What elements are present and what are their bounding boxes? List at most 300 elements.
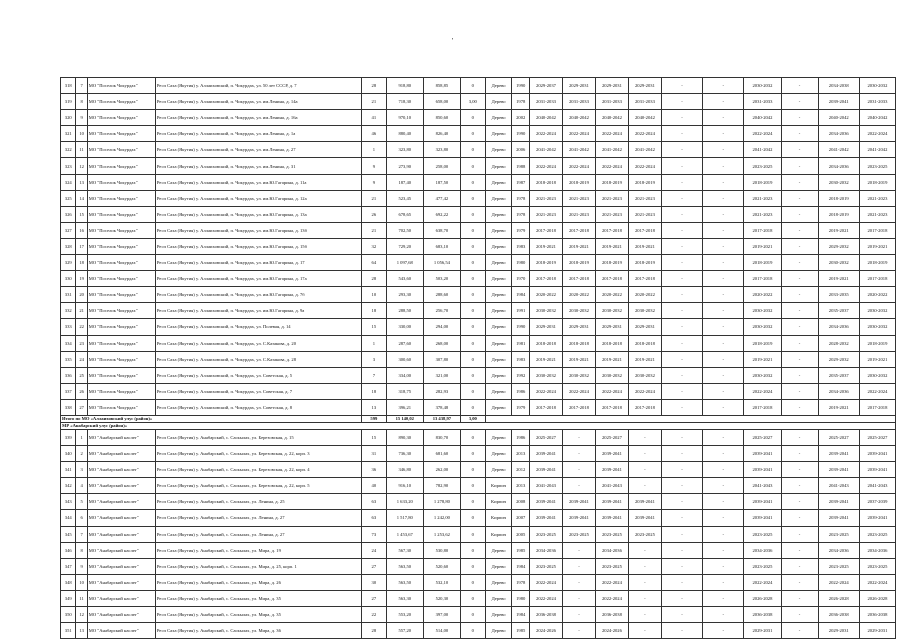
table-cell: 64 — [361, 255, 386, 271]
table-cell: 9 — [361, 174, 386, 190]
table-cell: 15 — [76, 206, 87, 222]
table-cell: 2030-2032 — [562, 367, 595, 383]
table-cell: 348 — [61, 574, 76, 590]
table-cell: 2021-2023 — [595, 206, 628, 222]
table-cell: 2039-2041 — [744, 494, 781, 510]
table-cell: - — [628, 574, 661, 590]
table-cell: Респ Саха (Якутия) у. Аллаиховский, п. Чокурдах, ул. Советская, д. 5 — [155, 367, 361, 383]
table-cell: МО "Анабарский наслег" — [87, 558, 155, 574]
table-cell: 268,00 — [423, 335, 460, 351]
table-cell: 2029-2031 — [562, 78, 595, 94]
table-cell: 2029-2031 — [818, 623, 859, 639]
table-cell: 2022-2024 — [529, 590, 562, 606]
table-row — [61, 206, 896, 222]
table-cell: Дерево — [485, 319, 512, 335]
table-cell: 24 — [76, 351, 87, 367]
table-cell: 334,00 — [386, 367, 423, 383]
table-cell: 2018-2018 — [595, 335, 628, 351]
table-cell: - — [661, 510, 702, 526]
table-cell: 520,60 — [423, 558, 460, 574]
table-cell: 2030-2032 — [818, 174, 859, 190]
table-cell: 2030-2032 — [744, 303, 781, 319]
table-cell: 782,90 — [423, 478, 460, 494]
table-cell: МО "Поселок Чокурдах" — [87, 351, 155, 367]
table-cell: 683,10 — [423, 238, 460, 254]
table-cell: - — [661, 110, 702, 126]
table-cell: 2023-2025 — [818, 558, 859, 574]
table-cell: 0 — [460, 399, 485, 415]
table-cell: 30 — [361, 574, 386, 590]
table-cell: 2023-2025 — [818, 526, 859, 542]
table-cell: - — [781, 558, 818, 574]
table-cell: 345 — [61, 526, 76, 542]
table-cell: - — [661, 303, 702, 319]
table-cell: - — [661, 367, 702, 383]
table-cell: - — [661, 94, 702, 110]
table-cell: 323,80 — [423, 142, 460, 158]
table-cell: 2019-2021 — [744, 351, 781, 367]
table-cell: 2018-2018 — [529, 335, 562, 351]
table-cell: 2013 — [512, 478, 530, 494]
table-cell: 3,00 — [460, 94, 485, 110]
table-cell: 2018-2019 — [859, 174, 895, 190]
table-row — [61, 590, 896, 606]
table-cell: Дерево — [485, 255, 512, 271]
table-cell: 7 — [76, 78, 87, 94]
table-cell: 0 — [460, 590, 485, 606]
table-cell: МО "Поселок Чокурдах" — [87, 319, 155, 335]
table-cell: Респ Саха (Якутия) у. Аллаиховский, п. Чокурдах, ул. 50 лет СССР, д. 7 — [155, 78, 361, 94]
table-row — [61, 574, 896, 590]
table-cell: - — [781, 174, 818, 190]
table-cell: 2018-2019 — [744, 255, 781, 271]
table-cell: Дерево — [485, 574, 512, 590]
table-cell: 1985 — [512, 623, 530, 639]
table-cell: 0 — [460, 383, 485, 399]
table-cell: 346 — [61, 542, 76, 558]
table-cell: 2023-2025 — [859, 558, 895, 574]
table-cell: 2039-2041 — [744, 510, 781, 526]
table-row — [61, 494, 896, 510]
table-cell: 2039-2041 — [595, 510, 628, 526]
table-cell: 2021-2023 — [562, 190, 595, 206]
table-cell: 36 — [361, 462, 386, 478]
table-cell: 0 — [460, 238, 485, 254]
table-cell: 0 — [460, 367, 485, 383]
table-cell: - — [661, 623, 702, 639]
table-cell: 2029-2031 — [595, 78, 628, 94]
table-cell: 2018-2019 — [859, 335, 895, 351]
total-col-b: 15 140,02 — [386, 415, 423, 422]
table-cell: - — [703, 158, 744, 174]
table-cell: - — [562, 478, 595, 494]
table-cell: 63 — [361, 494, 386, 510]
table-cell: 294,00 — [423, 319, 460, 335]
table-cell: - — [703, 206, 744, 222]
table-cell: 2021-2023 — [744, 206, 781, 222]
table-cell: 2022-2024 — [859, 126, 895, 142]
table-cell: 397,00 — [423, 607, 460, 623]
table-cell: 2 — [76, 446, 87, 462]
table-cell: 2022-2024 — [744, 383, 781, 399]
table-row — [61, 255, 896, 271]
table-cell: 0 — [460, 158, 485, 174]
table-cell: 567,30 — [386, 542, 423, 558]
table-cell: - — [661, 287, 702, 303]
table-cell: 2023-2025 — [529, 526, 562, 542]
table-cell: 2039-2041 — [529, 446, 562, 462]
table-cell: Респ Саха (Якутия) у. Аллаиховский, п. Чокурдах, ул. им.Ленина, д. 31 — [155, 158, 361, 174]
table-cell: 331 — [61, 287, 76, 303]
table-cell: 2017-2018 — [595, 271, 628, 287]
table-cell: 1986 — [512, 429, 530, 445]
table-cell: 332 — [61, 303, 76, 319]
table-cell: Респ Саха (Якутия) у. Аллаиховский, п. Чокурдах, ул. им.Ленина, д. 16а — [155, 110, 361, 126]
table-cell: Респ Саха (Якутия) у. Аллаиховский, п. Чокурдах, ул. им.Ю.Гагарина, д. 11а — [155, 174, 361, 190]
table-cell: МО "Поселок Чокурдах" — [87, 126, 155, 142]
table-cell: 2024-2026 — [595, 623, 628, 639]
table-cell: 0 — [460, 526, 485, 542]
table-cell: 2030-2032 — [744, 367, 781, 383]
table-cell: МО "Поселок Чокурдах" — [87, 94, 155, 110]
total-row — [61, 415, 896, 422]
table-cell: 2023-2025 — [562, 526, 595, 542]
table-cell: 1988 — [512, 158, 530, 174]
table-cell: 318,75 — [386, 383, 423, 399]
table-cell: - — [781, 335, 818, 351]
table-cell: 396,21 — [386, 399, 423, 415]
table-cell: 2023-2025 — [744, 526, 781, 542]
table-cell: - — [781, 367, 818, 383]
table-cell: 343 — [61, 494, 76, 510]
table-cell: 2030-2032 — [529, 367, 562, 383]
table-cell: МО "Поселок Чокурдах" — [87, 383, 155, 399]
table-cell: Респ Саха (Якутия) у. Аллаиховский, п. Чокурдах, ул. им.Ю.Гагарина, д. 7б — [155, 287, 361, 303]
table-cell: 2017-2018 — [562, 222, 595, 238]
table-cell: 1981 — [512, 335, 530, 351]
table-cell: - — [703, 303, 744, 319]
table-cell: Респ Саха (Якутия) у. Аллаиховский, п. Чокурдах, ул. Советская, д. 7 — [155, 383, 361, 399]
table-cell: 15 — [361, 429, 386, 445]
table-row — [61, 238, 896, 254]
table-cell: - — [661, 335, 702, 351]
table-cell: 2017-2018 — [562, 271, 595, 287]
table-cell: 73 — [361, 526, 386, 542]
table-cell: - — [781, 590, 818, 606]
table-cell: - — [703, 526, 744, 542]
table-cell: 1984 — [512, 607, 530, 623]
table-cell: МО "Поселок Чокурдах" — [87, 271, 155, 287]
table-cell: 2022-2024 — [562, 158, 595, 174]
table-cell: 2031-2033 — [628, 94, 661, 110]
table-cell: 1 453,67 — [386, 526, 423, 542]
table-cell: 2041-2042 — [529, 142, 562, 158]
table-cell: - — [661, 494, 702, 510]
table-cell: 1983 — [512, 238, 530, 254]
section-title: МР «Анабарский улус (район)» — [61, 422, 896, 429]
table-cell: 2034-2036 — [859, 542, 895, 558]
table-cell: 2039-2041 — [562, 510, 595, 526]
table-cell: - — [703, 429, 744, 445]
table-cell: 2020-2022 — [859, 287, 895, 303]
table-cell: 702,50 — [386, 222, 423, 238]
table-cell: 563,50 — [386, 574, 423, 590]
table-cell: 2041-2043 — [744, 478, 781, 494]
table-cell: 325 — [61, 190, 76, 206]
table-cell: - — [562, 558, 595, 574]
table-cell: - — [781, 222, 818, 238]
table-cell: 11 — [76, 142, 87, 158]
table-cell: 19 — [76, 271, 87, 287]
table-cell: - — [661, 590, 702, 606]
table-cell: - — [703, 110, 744, 126]
table-cell: 9 — [76, 110, 87, 126]
table-cell: Респ Саха (Якутия) у. Аллаиховский, п. Чокурдах, ул. им.Ю.Гагарина, д. 15б — [155, 238, 361, 254]
table-cell: 2031-2033 — [859, 94, 895, 110]
total-filler — [485, 415, 895, 422]
table-cell: Респ Саха (Якутия) у. Аллаиховский, п. Чокурдах, ул. С.Казакова, д. 20 — [155, 335, 361, 351]
table-cell: 10 — [76, 126, 87, 142]
table-cell: 8 — [76, 542, 87, 558]
table-cell: 346,80 — [386, 462, 423, 478]
table-cell: МО "Анабарский наслег" — [87, 494, 155, 510]
table-cell: 330 — [61, 271, 76, 287]
table-cell: 2026-2028 — [744, 590, 781, 606]
table-cell: 2018-2019 — [859, 255, 895, 271]
table-cell: Респ Саха (Якутия) у. Аллаиховский, п. Чокурдах, ул. им.Ленина, д. 14а — [155, 94, 361, 110]
table-cell: - — [562, 542, 595, 558]
table-cell: Дерево — [485, 429, 512, 445]
table-cell: 2022-2024 — [529, 574, 562, 590]
table-cell: 532,10 — [423, 574, 460, 590]
table-cell: 0 — [460, 429, 485, 445]
table-cell: 2019-2021 — [595, 238, 628, 254]
table-cell: - — [703, 190, 744, 206]
table-cell: 340 — [61, 446, 76, 462]
table-cell: 46 — [361, 126, 386, 142]
table-cell: Респ Саха (Якутия) у. Анабарский, с. Саскылах, ул. Березовская, д. 22, корп. 5 — [155, 478, 361, 494]
total-col-c: 13 438,97 — [423, 415, 460, 422]
table-cell: 1 633,20 — [386, 494, 423, 510]
table-cell: Дерево — [485, 78, 512, 94]
table-cell: 2017-2018 — [628, 222, 661, 238]
table-cell: Респ Саха (Якутия) у. Аллаиховский, п. Чокурдах, ул. им.Ю.Гагарина, д. 17а — [155, 271, 361, 287]
table-cell: 13 — [361, 399, 386, 415]
table-cell: 2017-2018 — [744, 399, 781, 415]
table-cell: МО "Поселок Чокурдах" — [87, 367, 155, 383]
table-cell: 2025-2027 — [859, 429, 895, 445]
table-cell: Дерево — [485, 462, 512, 478]
table-cell: 1978 — [512, 574, 530, 590]
table-cell: 0 — [460, 142, 485, 158]
table-cell: - — [781, 526, 818, 542]
table-row — [61, 383, 896, 399]
table-cell: 2040-2042 — [562, 110, 595, 126]
table-cell: 334 — [61, 335, 76, 351]
table-cell: - — [781, 303, 818, 319]
table-cell: 326 — [61, 206, 76, 222]
table-cell: Респ Саха (Якутия) у. Аллаиховский, п. Чокурдах, ул. им.Ю.Гагарина, д. 9а — [155, 303, 361, 319]
table-cell: 692,22 — [423, 206, 460, 222]
table-cell: МО "Анабарский наслег" — [87, 462, 155, 478]
table-cell: 2021-2023 — [595, 190, 628, 206]
table-cell: 681,60 — [423, 446, 460, 462]
table-cell: 2029-2032 — [818, 351, 859, 367]
table-cell: 1970 — [512, 271, 530, 287]
table-row — [61, 542, 896, 558]
table-cell: 2034-2036 — [744, 542, 781, 558]
table-cell: 318 — [61, 78, 76, 94]
table-cell: 2017-2018 — [859, 222, 895, 238]
table-cell: 0 — [460, 623, 485, 639]
table-cell: 970,10 — [386, 110, 423, 126]
table-cell: 1986 — [512, 383, 530, 399]
table-cell: - — [661, 351, 702, 367]
table-cell: 262,00 — [423, 462, 460, 478]
table-cell: Респ Саха (Якутия) у. Анабарский, с. Саскылах, ул. Березовская, д. 15 — [155, 429, 361, 445]
table-cell: 18 — [361, 303, 386, 319]
table-cell: 2030-2032 — [859, 319, 895, 335]
table-cell: - — [661, 526, 702, 542]
table-cell: 336 — [61, 367, 76, 383]
table-cell: - — [781, 351, 818, 367]
section-row — [61, 422, 896, 429]
table-cell: 258,00 — [423, 158, 460, 174]
table-cell: МО "Анабарский наслег" — [87, 542, 155, 558]
table-cell: 28 — [361, 78, 386, 94]
table-cell: - — [703, 462, 744, 478]
table-cell: - — [781, 287, 818, 303]
table-cell: 2039-2041 — [529, 494, 562, 510]
table-cell: - — [703, 558, 744, 574]
table-cell: 2029-2032 — [818, 238, 859, 254]
table-cell: 1 — [361, 142, 386, 158]
table-cell: 2008 — [512, 494, 530, 510]
table-cell: 0 — [460, 462, 485, 478]
table-cell: 2034-2036 — [818, 542, 859, 558]
table-cell: 1 278,80 — [423, 494, 460, 510]
table-cell: 307,80 — [423, 351, 460, 367]
table-cell: 2023-2025 — [628, 526, 661, 542]
table-cell: МО "Анабарский наслег" — [87, 446, 155, 462]
table-cell: - — [703, 510, 744, 526]
table-cell: Дерево — [485, 174, 512, 190]
table-cell: 1990 — [512, 319, 530, 335]
table-cell: МО "Поселок Чокурдах" — [87, 303, 155, 319]
table-row — [61, 623, 896, 639]
table-cell: - — [628, 558, 661, 574]
table-cell: 25 — [76, 367, 87, 383]
table-cell: 2018-2018 — [529, 174, 562, 190]
table-cell: 27 — [361, 590, 386, 606]
table-cell: Респ Саха (Якутия) у. Анабарский, с. Саскылах, ул. Березовская, д. 22, корп. 3 — [155, 446, 361, 462]
table-cell: 2030-2032 — [628, 303, 661, 319]
table-cell: МО "Анабарский наслег" — [87, 510, 155, 526]
table-cell: 0 — [460, 303, 485, 319]
table-cell: - — [562, 574, 595, 590]
table-cell: 2017-2018 — [859, 271, 895, 287]
table-cell: МО "Поселок Чокурдах" — [87, 78, 155, 94]
table-cell: МО "Анабарский наслег" — [87, 429, 155, 445]
table-cell: 2034-2036 — [818, 126, 859, 142]
table-cell: 2034-2036 — [818, 383, 859, 399]
table-cell: 2023-2025 — [744, 558, 781, 574]
table-cell: 2035-2037 — [818, 303, 859, 319]
table-cell: Дерево — [485, 623, 512, 639]
table-cell: 351 — [61, 623, 76, 639]
table-cell: 850,60 — [423, 110, 460, 126]
table-cell: Респ Саха (Якутия) у. Анабарский, с. Саскылах, ул. Березовская, д. 22, корп. 4 — [155, 462, 361, 478]
table-cell: 329 — [61, 255, 76, 271]
table-cell: - — [628, 446, 661, 462]
table-cell: 2040-2042 — [529, 110, 562, 126]
table-cell: 2018-2019 — [562, 255, 595, 271]
table-cell: 477,42 — [423, 190, 460, 206]
table-cell: 2021-2023 — [529, 190, 562, 206]
table-cell: 321,00 — [423, 367, 460, 383]
table-cell: 1983 — [512, 351, 530, 367]
table-cell: 2030-2032 — [595, 303, 628, 319]
table-cell: 10 — [76, 574, 87, 590]
table-cell: 7 — [76, 526, 87, 542]
table-cell: 2031-2033 — [595, 94, 628, 110]
table-cell: 2022-2024 — [859, 383, 895, 399]
table-cell: 2040-2042 — [628, 110, 661, 126]
table-cell: - — [628, 623, 661, 639]
table-cell: 2033-2035 — [818, 287, 859, 303]
table-cell: 27 — [361, 558, 386, 574]
table-cell: 2041-2042 — [628, 142, 661, 158]
table-cell: - — [781, 383, 818, 399]
table-cell: 2022-2024 — [595, 158, 628, 174]
table-cell: - — [661, 542, 702, 558]
table-cell: 1984 — [512, 558, 530, 574]
table-cell: 21 — [361, 222, 386, 238]
table-cell: 2020-2022 — [628, 287, 661, 303]
table-cell: - — [703, 255, 744, 271]
table-cell: - — [562, 623, 595, 639]
total-col-a: 599 — [361, 415, 386, 422]
table-cell: Дерево — [485, 303, 512, 319]
table-cell: 330,00 — [386, 319, 423, 335]
table-cell: 2019-2021 — [529, 238, 562, 254]
table-cell: 2025-2027 — [529, 429, 562, 445]
table-row — [61, 462, 896, 478]
table-cell: - — [781, 190, 818, 206]
table-cell: - — [562, 446, 595, 462]
table-cell: 341 — [61, 462, 76, 478]
table-cell: Респ Саха (Якутия) у. Анабарский, с. Саскылах, ул. Ленина, д. 27 — [155, 510, 361, 526]
table-cell: Дерево — [485, 238, 512, 254]
table-cell: 2041-2042 — [744, 142, 781, 158]
table-cell: 320 — [61, 110, 76, 126]
table-cell: - — [661, 478, 702, 494]
table-cell: - — [703, 222, 744, 238]
table-cell: - — [703, 271, 744, 287]
table-cell: 503,20 — [423, 271, 460, 287]
table-cell: 2020-2022 — [529, 287, 562, 303]
table-cell: 2022-2024 — [744, 126, 781, 142]
table-cell: 0 — [460, 206, 485, 222]
table-cell: 335 — [61, 351, 76, 367]
table-row — [61, 526, 896, 542]
table-cell: - — [628, 429, 661, 445]
table-cell: 21 — [361, 94, 386, 110]
table-cell: МО "Поселок Чокурдах" — [87, 238, 155, 254]
table-cell: 2039-2041 — [818, 94, 859, 110]
table-row — [61, 429, 896, 445]
table-cell: 324 — [61, 174, 76, 190]
